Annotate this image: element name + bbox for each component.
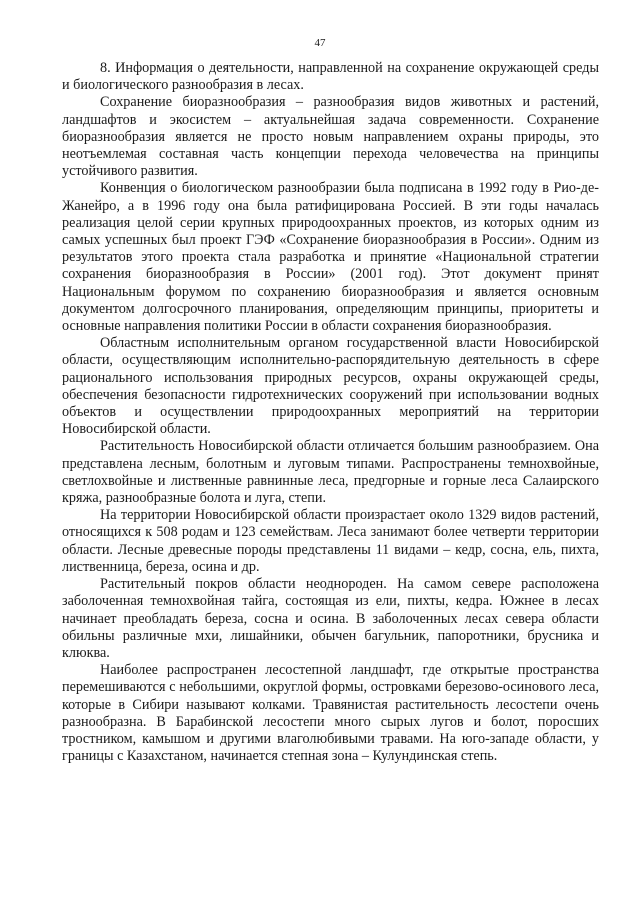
document-body bbox=[62, 60, 599, 765]
section-heading-paragraph: 8. Информация о деятельности, направленной на сохранение окружающей среды и биологического разнообразия в лесах. bbox=[62, 60, 599, 94]
paragraph-vegetation-cover: Растительный покров области неоднороден. На самом севере расположена заболоченная темнохвойная тайга, состоящая из ели, пихты, кедра. Южнее в лесах начинает преобладать береза, сосна и осина. В заболоченных лесах севера области обильны различные мхи, лишайники, обычен багульник, папоротники, брусника и клюква. bbox=[62, 576, 599, 661]
paragraph-forest-steppe: Наиболее распространен лесостепной ландшафт, где открытые пространства перемешиваются с небольшими, округлой формы, островками березово-осинового леса, которые в Сибири называют колками. Травянистая растительность лесостепи очень разнообразна. В Барабинской лесостепи много сырых лугов и болот, поросших тростником, камышом и другими влаголюбивыми травами. На юго-западе области, у границы с Казахстаном, начинается степная зона – Кулундинская степь. bbox=[62, 662, 599, 765]
paragraph-convention: Конвенция о биологическом разнообразии была подписана в 1992 году в Рио-де-Жанейро, а в 1996 году она была ратифицирована Россией. В эти годы началась реализация целой серии крупных природоохранных проектов, из которых одним из самых успешных был проект ГЭФ «Сохранение биоразнообразия в России». Одним из результатов этого проекта стала разработка и принятие «Национальной стратегии сохранения биоразнообразия в России» (2001 год). Этот документ принят Национальным форумом по сохранению биоразнообразия и является основным документом долгосрочного планирования, определяющим принципы, приоритеты и основные направления политики России в области сохранения биоразнообразия. bbox=[62, 180, 599, 335]
page-number: 47 bbox=[314, 37, 326, 49]
paragraph-plant-species: На территории Новосибирской области произрастает около 1329 видов растений, относящихся к 508 родам и 123 семействам. Леса занимают более четверти территории области. Лесные древесные породы представлены 11 видами – кедр, сосна, ель, пихта, лиственница, береза, осина и др. bbox=[62, 507, 599, 575]
paragraph-vegetation-diversity: Растительность Новосибирской области отличается большим разнообразием. Она представлена лесным, болотным и луговым типами. Распространены темнохвойные, светлохвойные и лиственные равнинные леса, предгорные и горные леса Салаирского кряжа, разнообразные болота и луга, степи. bbox=[62, 438, 599, 507]
paragraph-regional-authority: Областным исполнительным органом государственной власти Новосибирской области, осуществляющим исполнительно-распорядительную деятельность в сфере рационального использования природных ресурсов, охраны окружающей среды, обеспечения безопасности гидротехнических сооружений при использовании водных объектов и осуществлении природоохранных мероприятий на территории Новосибирской области. bbox=[62, 335, 599, 438]
paragraph-biodiversity-conservation: Сохранение биоразнообразия – разнообразия видов животных и растений, ландшафтов и экосистем – актуальнейшая задача современности. Сохранение биоразнообразия является не просто новым направлением охраны природы, это неотъемлемая составная часть концепции перехода человечества на принципы устойчивого развития. bbox=[62, 94, 599, 180]
